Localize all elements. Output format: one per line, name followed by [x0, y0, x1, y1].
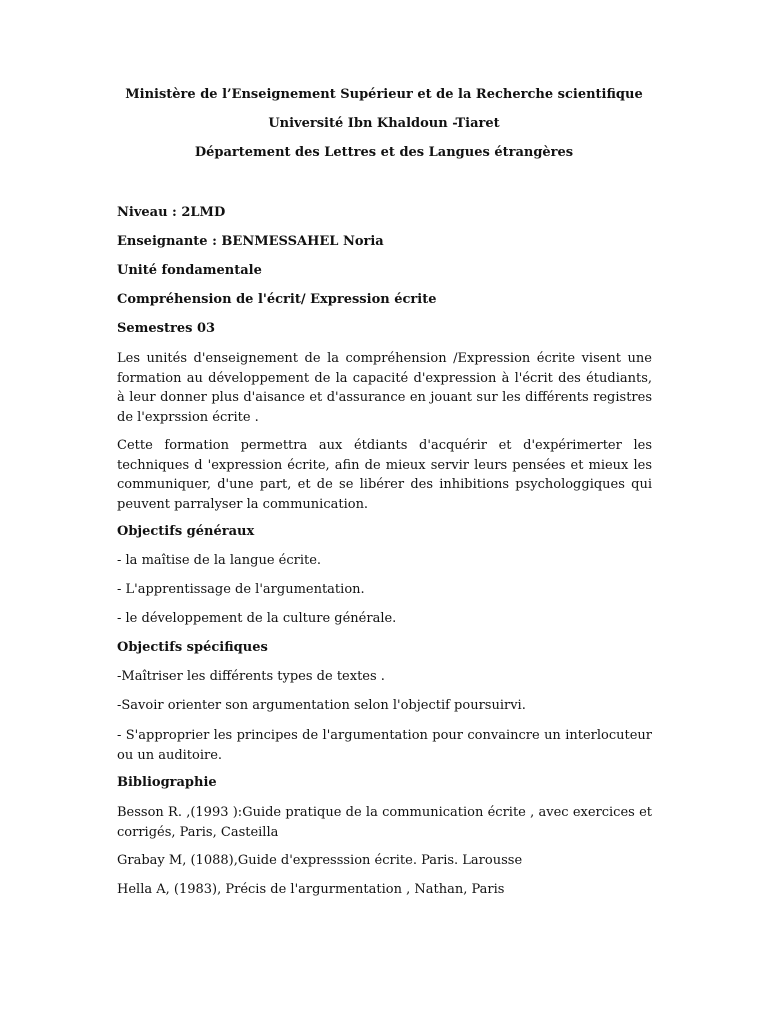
institution-header [0, 86, 768, 173]
specific-objectives-heading: Objectifs spécifiques [117, 640, 268, 655]
bibliography-entry: Besson R. ,(1993 ):Guide pratique de la communication écrite , avec exercices et corrigés, Paris, Casteilla [117, 805, 652, 840]
bibliography-entry: Grabay M, (1088),Guide d'expresssion écrite. Paris. Larousse [117, 853, 523, 868]
list-item: - L'apprentissage de l'argumentation. [117, 582, 365, 597]
semester-label: Semestres 03 [117, 321, 216, 336]
department-line: Département des Lettres et des Langues étrangères [194, 145, 574, 160]
list-item: - S'approprier les principes de l'argumentation pour convaincre un interlocuteur ou un auditoire. [117, 728, 652, 763]
list-item: - la maîtise de la langue écrite. [117, 553, 322, 568]
list-item: -Maîtriser les différents types de textes . [117, 669, 385, 684]
intro-paragraph-1: Les unités d'enseignement de la compréhension /Expression écrite visent une formation au développement de la capacité d'expression à l'écrit des étudiants, à leur donner plus d'aisance et d'assurance en jouant sur les différents registres de l'exprssion écrite . [117, 351, 652, 425]
list-item: - le développement de la culture générale. [117, 611, 397, 626]
general-objectives-heading: Objectifs généraux [117, 524, 255, 539]
bibliography-heading: Bibliographie [117, 775, 217, 790]
subject-label: Compréhension de l'écrit/ Expression écrite [117, 292, 437, 307]
teacher-label: Enseignante : BENMESSAHEL Noria [117, 234, 384, 249]
document-body [117, 204, 652, 908]
university-line: Université Ibn Khaldoun -Tiaret [268, 116, 500, 131]
unit-label: Unité fondamentale [117, 263, 262, 278]
niveau-label: Niveau : 2LMD [117, 205, 226, 220]
bibliography-entry: Hella A, (1983), Précis de l'argurmentation , Nathan, Paris [117, 881, 505, 897]
intro-paragraph-2: Cette formation permettra aux étdiants d'acquérir et d'expérimerter les techniques d 'expression écrite, afin de mieux servir leurs pensées et mieux les communiquer, d'une part, et de se libérer des inhibitions psychologgiques qui peuvent parralyser la communication. [117, 438, 652, 512]
list-item: -Savoir orienter son argumentation selon l'objectif poursuirvi. [117, 698, 526, 713]
ministry-line: Ministère de l’Enseignement Supérieur et de la Recherche scientifique [125, 87, 643, 102]
